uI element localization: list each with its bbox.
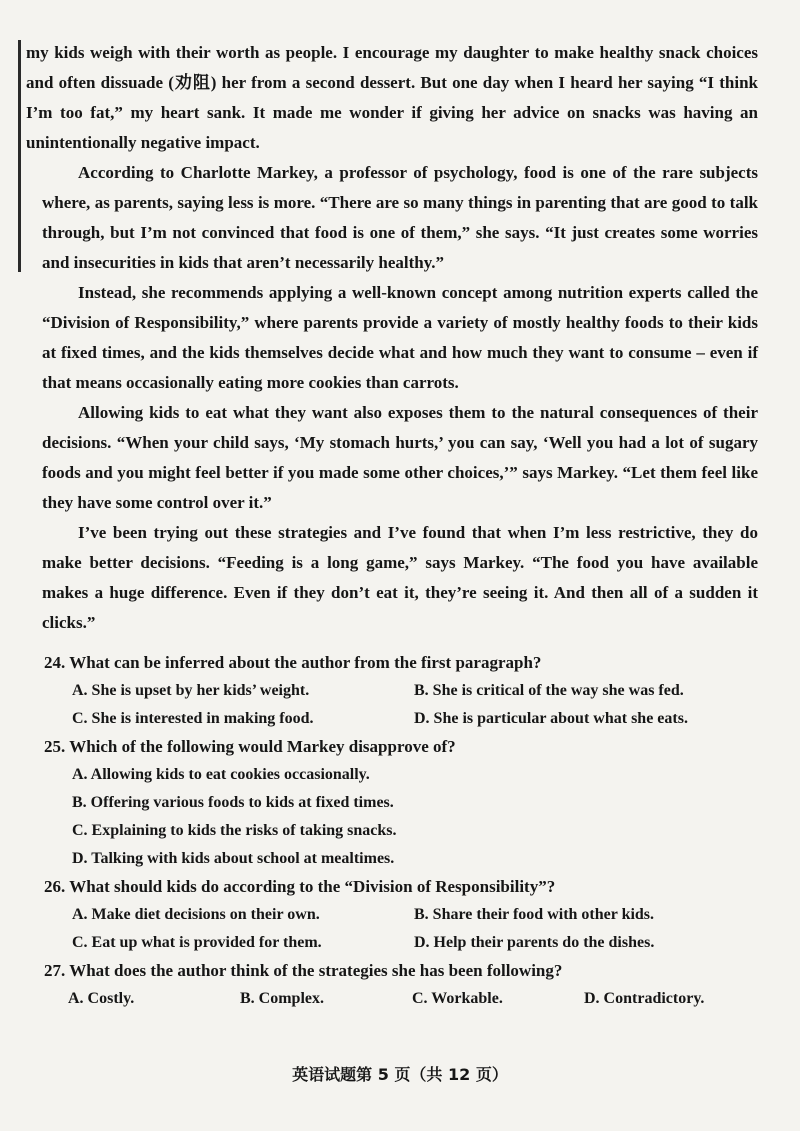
question-24	[44, 649, 756, 733]
option-list	[72, 761, 756, 873]
option-a[interactable]: A. Allowing kids to eat cookies occasionally.	[72, 766, 370, 783]
option-a[interactable]: A. Costly.	[68, 990, 135, 1007]
binding-edge-line	[18, 40, 21, 272]
question-list	[44, 649, 756, 1013]
option-b[interactable]: B. Share their food with other kids.	[414, 906, 655, 923]
passage-paragraph-3: Instead, she recommends applying a well-known concept among nutrition experts called the “Division of Responsibility,” where parents provide a variety of mostly healthy foods to their kids at fixed times, and the kids themselves decide what and how much they want to consume – even if that means occasionally eating more cookies than carrots.	[42, 283, 758, 392]
question-stem: 27. What does the author think of the strategies she has been following?	[44, 961, 563, 980]
page-footer: 英语试题第 5 页（共 12 页）	[292, 1065, 508, 1084]
question-stem: 25. Which of the following would Markey disapprove of?	[44, 737, 456, 756]
question-25	[44, 733, 756, 873]
option-c[interactable]: C. Eat up what is provided for them.	[72, 934, 322, 951]
option-d[interactable]: D. Help their parents do the dishes.	[414, 934, 655, 951]
option-c[interactable]: C. She is interested in making food.	[72, 710, 314, 727]
question-27	[44, 957, 756, 1013]
option-c[interactable]: C. Workable.	[412, 990, 503, 1007]
option-d[interactable]: D. Talking with kids about school at mealtimes.	[72, 850, 395, 867]
option-b[interactable]: B. She is critical of the way she was fed.	[414, 682, 684, 699]
option-row	[68, 985, 756, 1013]
option-d[interactable]: D. She is particular about what she eats.	[414, 710, 688, 727]
option-d[interactable]: D. Contradictory.	[584, 990, 705, 1007]
passage-paragraph-2: According to Charlotte Markey, a professor of psychology, food is one of the rare subjects where, as parents, saying less is more. “There are so many things in parenting that are good to talk through, but I’m not convinced that food is one of them,” she says. “It just creates some worries and insecurities in kids that aren’t necessarily healthy.”	[42, 163, 758, 272]
option-grid	[72, 677, 756, 733]
reading-passage	[26, 38, 758, 638]
option-grid	[72, 901, 756, 957]
option-a[interactable]: A. Make diet decisions on their own.	[72, 906, 320, 923]
question-26	[44, 873, 756, 957]
question-stem: 24. What can be inferred about the author from the first paragraph?	[44, 653, 542, 672]
option-a[interactable]: A. She is upset by her kids’ weight.	[72, 682, 310, 699]
question-stem: 26. What should kids do according to the “Division of Responsibility”?	[44, 877, 556, 896]
passage-paragraph-5: I’ve been trying out these strategies and I’ve found that when I’m less restrictive, they do make better decisions. “Feeding is a long game,” says Markey. “The food you have available makes a huge difference. Even if they don’t eat it, they’re seeing it. And then all of a sudden it clicks.”	[42, 523, 758, 632]
passage-paragraph-4: Allowing kids to eat what they want also exposes them to the natural consequences of their decisions. “When your child says, ‘My stomach hurts,’ you can say, ‘Well you had a lot of sugary foods and you might feel better if you made some other choices,’” says Markey. “Let them feel like they have some control over it.”	[42, 403, 758, 512]
option-b[interactable]: B. Offering various foods to kids at fixed times.	[72, 794, 394, 811]
option-b[interactable]: B. Complex.	[240, 990, 324, 1007]
passage-paragraph-1: my kids weigh with their worth as people. I encourage my daughter to make healthy snack choices and often dissuade (劝阻) her from a second dessert. But one day when I heard her saying “I think I’m too fat,” my heart sank. It made me wonder if giving her advice on snacks was having an unintentionally negative impact.	[26, 43, 758, 152]
option-c[interactable]: C. Explaining to kids the risks of taking snacks.	[72, 822, 397, 839]
